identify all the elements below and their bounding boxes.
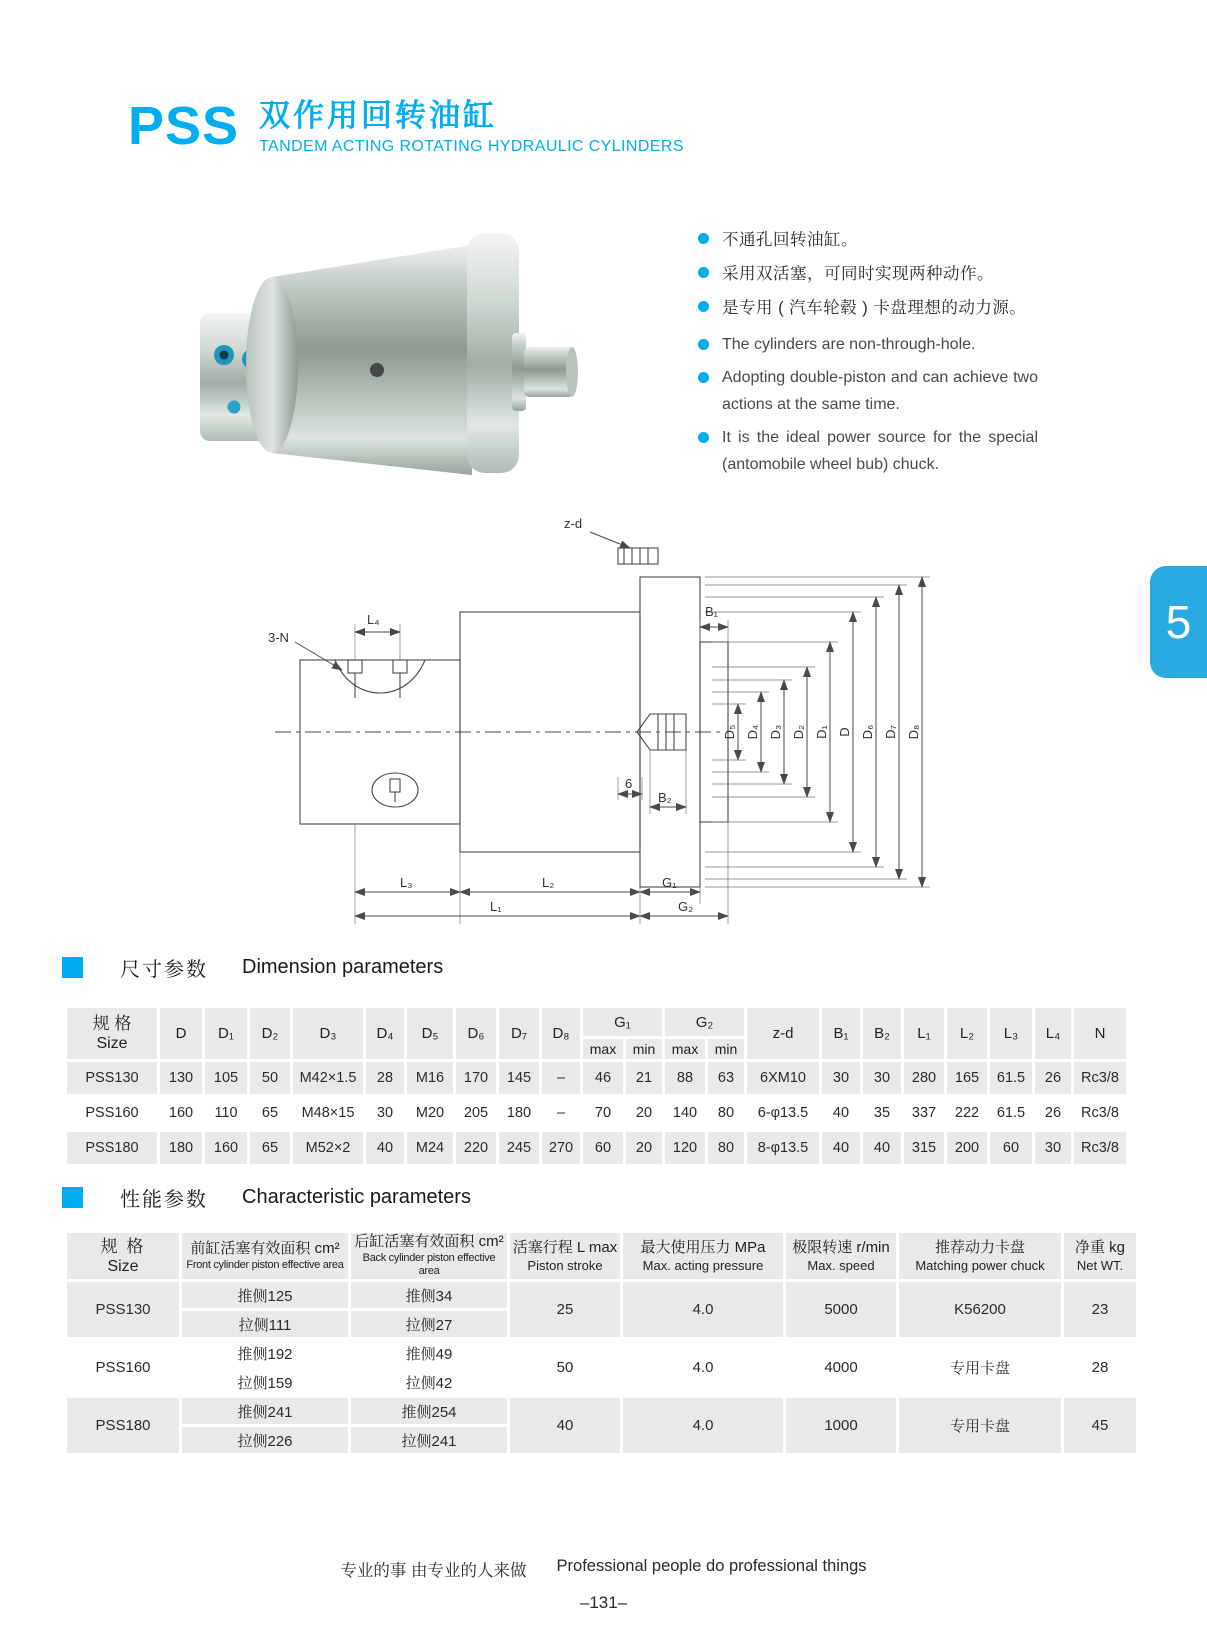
dim-label-d7: D₇: [883, 725, 898, 739]
table-cell: 170: [456, 1062, 496, 1094]
column-header-zh: 后缸活塞有效面积 cm²: [354, 1233, 504, 1251]
column-header: G₂: [665, 1008, 744, 1036]
table-cell: 6XM10: [747, 1062, 819, 1094]
feature-text: 采用双活塞，可同时实现两种动作。: [722, 265, 994, 283]
table-cell: 26: [1035, 1097, 1071, 1129]
table-cell: PSS130: [67, 1282, 179, 1337]
column-header-en: Back cylinder piston effective area: [362, 1252, 496, 1278]
table-cell: 50: [250, 1062, 290, 1094]
column-header: [182, 1233, 348, 1279]
column-header: D: [160, 1008, 202, 1059]
table-cell: PSS180: [67, 1132, 157, 1164]
table-cell: 1000: [786, 1398, 896, 1453]
table-cell: 拉侧42: [351, 1369, 507, 1395]
feature-item: [698, 332, 1038, 358]
column-header: [786, 1233, 896, 1279]
table-cell: 105: [205, 1062, 247, 1094]
column-header-zh: 净重 kg: [1074, 1238, 1125, 1256]
table-cell: Rc3/8: [1074, 1132, 1126, 1164]
dim-label-d6: D₆: [860, 724, 875, 740]
table-cell: 推侧192: [182, 1340, 348, 1366]
feature-item: [698, 260, 1026, 284]
table-cell: 拉侧241: [351, 1427, 507, 1453]
column-header: max: [583, 1039, 623, 1059]
table-cell: 35: [863, 1097, 901, 1129]
bullet-icon: [698, 432, 709, 443]
page-number: –131–: [579, 1593, 628, 1612]
table-cell: 65: [250, 1132, 290, 1164]
section-title-zh: 尺寸参数: [120, 959, 208, 981]
table-cell: 245: [499, 1132, 539, 1164]
table-cell: PSS130: [67, 1062, 157, 1094]
table-cell: 30: [1035, 1132, 1071, 1164]
column-header: [67, 1233, 179, 1279]
column-header: D₁: [205, 1008, 247, 1059]
dimension-table: [64, 1005, 1129, 1167]
section-title-zh: 性能参数: [120, 1189, 208, 1211]
table-cell: 30: [822, 1062, 860, 1094]
table-cell: 40: [822, 1097, 860, 1129]
dim-label-g2: G₂: [678, 899, 694, 914]
table-cell: 180: [160, 1132, 202, 1164]
column-header: D₄: [366, 1008, 404, 1059]
table-cell: 337: [904, 1097, 944, 1129]
column-header: L₁: [904, 1008, 944, 1059]
section-header-characteristic: [62, 1183, 471, 1212]
table-cell: K56200: [899, 1282, 1061, 1337]
table-row: [67, 1398, 1136, 1424]
table-cell: 120: [665, 1132, 705, 1164]
table-cell: 46: [583, 1062, 623, 1094]
dim-label-zd: z-d: [564, 516, 583, 531]
dim-label-d3: D₃: [768, 724, 783, 740]
table-cell: PSS160: [67, 1340, 179, 1395]
dim-label-g1: G₁: [662, 875, 677, 890]
table-cell: 110: [205, 1097, 247, 1129]
table-cell: 70: [583, 1097, 623, 1129]
table-row: [67, 1340, 1136, 1366]
table-cell: 140: [665, 1097, 705, 1129]
column-header-en: Max. acting pressure: [642, 1257, 764, 1273]
table-cell: 63: [708, 1062, 744, 1094]
dim-label-b1: B₁: [705, 604, 719, 619]
dim-label-d1: D₁: [814, 725, 829, 739]
feature-text: 是专用 ( 汽车轮毂 ) 卡盘理想的动力源。: [722, 299, 1027, 317]
column-header: [1064, 1233, 1136, 1279]
column-header: min: [708, 1039, 744, 1059]
table-cell: 315: [904, 1132, 944, 1164]
column-header: D₅: [407, 1008, 453, 1059]
bullet-icon: [698, 301, 709, 312]
column-header: B₁: [822, 1008, 860, 1059]
column-header-en: Matching power chuck: [915, 1257, 1045, 1273]
dim-label-l2: L₂: [542, 875, 555, 890]
feature-text: 不通孔回转油缸。: [722, 231, 858, 249]
table-row: [67, 1132, 1126, 1164]
column-header: L₃: [990, 1008, 1032, 1059]
bullet-icon: [698, 372, 709, 383]
title-english: TANDEM ACTING ROTATING HYDRAULIC CYLINDERS: [259, 138, 684, 155]
table-cell: 5000: [786, 1282, 896, 1337]
feature-text: Adopting double-piston and can achieve two actions at the same time.: [722, 369, 1038, 413]
table-cell: 拉侧111: [182, 1311, 348, 1337]
table-cell: 拉侧226: [182, 1427, 348, 1453]
column-header: G₁: [583, 1008, 662, 1036]
column-header-zh: 最大使用压力 MPa: [640, 1238, 766, 1256]
table-cell: 拉侧159: [182, 1369, 348, 1395]
table-cell: 165: [947, 1062, 987, 1094]
section-marker-icon: [62, 1187, 83, 1208]
column-header: [899, 1233, 1061, 1279]
column-header-en: Size: [96, 1035, 128, 1053]
column-header: L₂: [947, 1008, 987, 1059]
table-cell: M48×15: [293, 1097, 363, 1129]
column-header: D₂: [250, 1008, 290, 1059]
table-cell: 6-φ13.5: [747, 1097, 819, 1129]
technical-drawing: [250, 492, 955, 927]
footer-slogan-zh: 专业的事 由专业的人来做: [340, 1562, 527, 1580]
table-cell: 88: [665, 1062, 705, 1094]
table-cell: 4000: [786, 1340, 896, 1395]
table-row: [67, 1062, 1126, 1094]
table-cell: 40: [510, 1398, 620, 1453]
column-header: L₄: [1035, 1008, 1071, 1059]
table-cell: Rc3/8: [1074, 1062, 1126, 1094]
table-cell: M52×2: [293, 1132, 363, 1164]
dim-label-d2: D₂: [791, 724, 806, 740]
dim-label-6: 6: [625, 776, 633, 791]
chapter-number: 5: [1165, 596, 1192, 648]
column-header: [67, 1008, 157, 1059]
column-header: z-d: [747, 1008, 819, 1059]
column-header: N: [1074, 1008, 1126, 1059]
table-cell: 60: [990, 1132, 1032, 1164]
table-cell: 160: [160, 1097, 202, 1129]
section-marker-icon: [62, 957, 83, 978]
column-header: [351, 1233, 507, 1279]
table-cell: 60: [583, 1132, 623, 1164]
column-header-zh: 规 格: [92, 1013, 132, 1033]
column-header: B₂: [863, 1008, 901, 1059]
table-cell: 30: [366, 1097, 404, 1129]
table-cell: 61.5: [990, 1097, 1032, 1129]
feature-list-zh: [698, 226, 1026, 328]
table-row: [67, 1097, 1126, 1129]
dim-label-l3: L₃: [400, 875, 413, 890]
column-header-en: Net WT.: [1076, 1257, 1124, 1273]
characteristic-table: [64, 1230, 1139, 1456]
feature-item: [698, 365, 1038, 418]
column-header: max: [665, 1039, 705, 1059]
table-cell: 专用卡盘: [899, 1398, 1061, 1453]
column-header-zh: 规 格: [100, 1236, 146, 1256]
table-cell: 222: [947, 1097, 987, 1129]
table-cell: 20: [626, 1132, 662, 1164]
table-cell: 205: [456, 1097, 496, 1129]
table-cell: M20: [407, 1097, 453, 1129]
table-cell: 80: [708, 1097, 744, 1129]
feature-text: The cylinders are non-through-hole.: [722, 336, 976, 353]
table-row: [67, 1282, 1136, 1308]
bullet-icon: [698, 267, 709, 278]
column-header-en: Piston stroke: [527, 1257, 603, 1273]
feature-list-en: [698, 332, 1038, 485]
table-cell: 推侧254: [351, 1398, 507, 1424]
dim-label-d: D: [837, 727, 852, 737]
table-cell: 推侧125: [182, 1282, 348, 1308]
column-header-zh: 推荐动力卡盘: [934, 1238, 1025, 1256]
table-cell: 270: [542, 1132, 580, 1164]
dim-label-3n: 3-N: [268, 630, 289, 645]
column-header: [510, 1233, 620, 1279]
table-cell: M24: [407, 1132, 453, 1164]
bullet-icon: [698, 233, 709, 244]
table-cell: –: [542, 1062, 580, 1094]
table-cell: 25: [510, 1282, 620, 1337]
table-cell: 130: [160, 1062, 202, 1094]
table-cell: 4.0: [623, 1340, 783, 1395]
hydraulic-cylinder-image: [172, 205, 642, 490]
table-cell: 推侧34: [351, 1282, 507, 1308]
column-header-zh: 前缸活塞有效面积 cm²: [190, 1240, 340, 1258]
table-cell: Rc3/8: [1074, 1097, 1126, 1129]
title-chinese: 双作用回转油缸: [259, 98, 498, 133]
feature-item: [698, 294, 1026, 318]
table-cell: 80: [708, 1132, 744, 1164]
section-title-en: Characteristic parameters: [242, 1186, 471, 1208]
table-cell: 30: [863, 1062, 901, 1094]
section-header-dimension: [62, 953, 443, 982]
dim-label-d8: D₈: [906, 724, 921, 740]
section-title-en: Dimension parameters: [242, 956, 444, 978]
table-cell: 4.0: [623, 1398, 783, 1453]
table-cell: 拉侧27: [351, 1311, 507, 1337]
table-cell: PSS160: [67, 1097, 157, 1129]
column-header: D₈: [542, 1008, 580, 1059]
table-cell: 65: [250, 1097, 290, 1129]
page-header: [128, 90, 684, 156]
table-cell: 21: [626, 1062, 662, 1094]
dim-label-d4: D₄: [745, 724, 760, 740]
chapter-tab: [1150, 566, 1207, 678]
table-cell: 145: [499, 1062, 539, 1094]
dim-label-b2: B₂: [658, 790, 672, 805]
table-cell: 8-φ13.5: [747, 1132, 819, 1164]
table-cell: 4.0: [623, 1282, 783, 1337]
product-photo: [172, 205, 642, 490]
title-block: [259, 90, 684, 156]
column-header: D₃: [293, 1008, 363, 1059]
column-header: [623, 1233, 783, 1279]
bullet-icon: [698, 339, 709, 350]
table-cell: 160: [205, 1132, 247, 1164]
dim-label-d5: D₅: [722, 724, 737, 740]
table-cell: 20: [626, 1097, 662, 1129]
footer-slogan-en: Professional people do professional things: [556, 1557, 867, 1575]
column-header-zh: 活塞行程 L max: [512, 1238, 618, 1256]
column-header-zh: 极限转速 r/min: [792, 1238, 890, 1256]
column-header-en: Front cylinder piston effective area: [186, 1258, 344, 1271]
table-cell: 40: [822, 1132, 860, 1164]
table-cell: 280: [904, 1062, 944, 1094]
table-cell: 28: [366, 1062, 404, 1094]
feature-item: [698, 226, 1026, 250]
table-cell: M42×1.5: [293, 1062, 363, 1094]
column-header-en: Max. speed: [807, 1257, 875, 1273]
table-cell: M16: [407, 1062, 453, 1094]
column-header: min: [626, 1039, 662, 1059]
column-header-en: Size: [107, 1258, 139, 1276]
table-cell: 50: [510, 1340, 620, 1395]
table-cell: 61.5: [990, 1062, 1032, 1094]
feature-text: It is the ideal power source for the special (antomobile wheel bub) chuck.: [722, 429, 1038, 473]
table-cell: 180: [499, 1097, 539, 1129]
footer-slogan: [0, 1557, 1207, 1581]
column-header: D₇: [499, 1008, 539, 1059]
table-cell: 推侧241: [182, 1398, 348, 1424]
table-cell: 40: [863, 1132, 901, 1164]
table-cell: 专用卡盘: [899, 1340, 1061, 1395]
table-cell: 23: [1064, 1282, 1136, 1337]
table-cell: –: [542, 1097, 580, 1129]
table-cell: 28: [1064, 1340, 1136, 1395]
table-cell: 40: [366, 1132, 404, 1164]
column-header: D₆: [456, 1008, 496, 1059]
table-cell: PSS180: [67, 1398, 179, 1453]
table-cell: 220: [456, 1132, 496, 1164]
series-code: PSS: [128, 96, 240, 156]
dim-label-l1: L₁: [490, 899, 502, 914]
dim-label-l4: L₄: [367, 612, 380, 627]
table-cell: 45: [1064, 1398, 1136, 1453]
table-cell: 200: [947, 1132, 987, 1164]
table-cell: 26: [1035, 1062, 1071, 1094]
table-cell: 推侧49: [351, 1340, 507, 1366]
feature-item: [698, 425, 1038, 478]
